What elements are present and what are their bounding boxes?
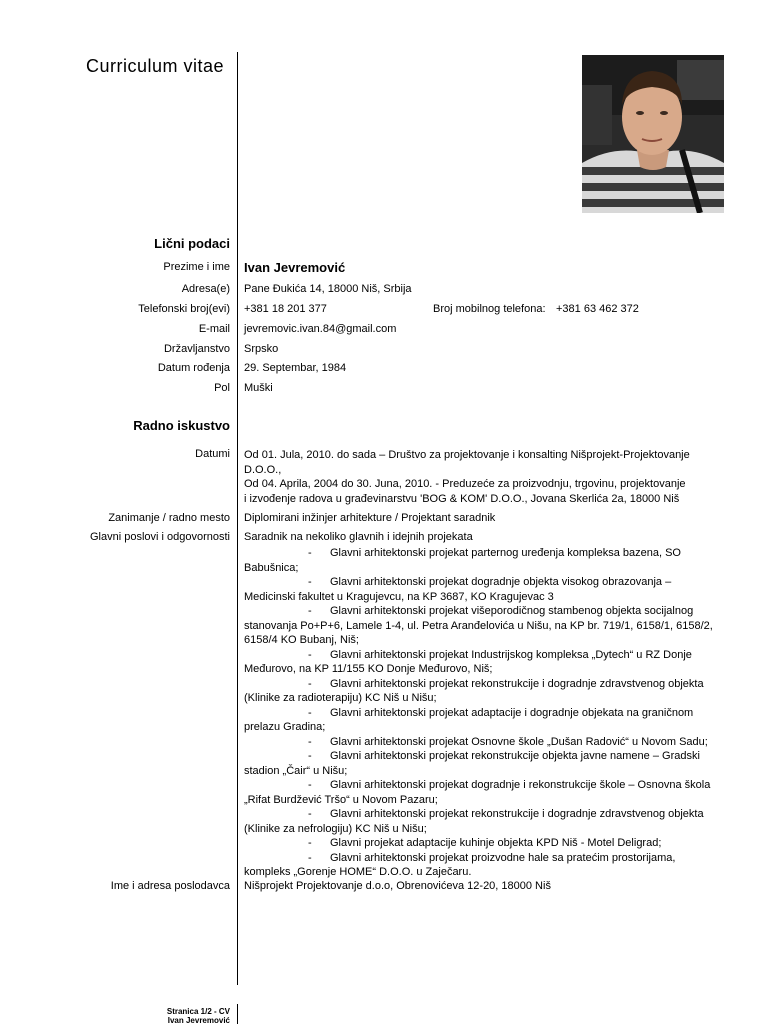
section-heading-personal: Lični podaci bbox=[154, 236, 230, 251]
label-gender: Pol bbox=[214, 382, 230, 394]
list-item: - Glavni arhitektonski projekat rekonstrukcije i dogradnje zdravstvenog objekta (Klinike za nefrologiju) KC Niš u Nišu; bbox=[244, 808, 704, 835]
value-phone: +381 18 201 377 bbox=[244, 303, 327, 315]
dash-icon: - bbox=[308, 677, 312, 690]
value-gender: Muški bbox=[244, 382, 273, 394]
value-occupation: Diplomirani inžinjer arhitekture / Projektant saradnik bbox=[244, 512, 496, 524]
list-item: - Glavni arhitektonski projekat rekonstrukcije i dogradnje zdravstvenog objekta (Klinike za radioterapiju) KC Niš u Nišu; bbox=[244, 677, 704, 704]
list-item: - Glavni arhitektonski projekat rekonstrukcije objekta javne namene – Gradski stadion „Čair“ u Nišu; bbox=[244, 750, 700, 777]
value-mobile: +381 63 462 372 bbox=[556, 303, 639, 315]
footer-divider bbox=[237, 1004, 238, 1024]
dash-icon: - bbox=[308, 706, 312, 719]
dash-icon: - bbox=[308, 779, 312, 791]
footer-page: Stranica 1/2 - CV bbox=[166, 1007, 230, 1016]
value-name: Ivan Jevremović bbox=[244, 260, 346, 275]
value-dates bbox=[244, 448, 690, 506]
dash-icon: - bbox=[308, 605, 312, 617]
dash-icon: - bbox=[308, 808, 312, 820]
dates-line: D.O.O., bbox=[244, 463, 282, 476]
label-occupation: Zanimanje / radno mesto bbox=[108, 512, 230, 524]
list-item: - Glavni arhitektonski projekat Osnovne škole „Dušan Radović“ u Novom Sadu; bbox=[308, 735, 708, 748]
dash-icon: - bbox=[308, 547, 312, 559]
dash-icon: - bbox=[308, 851, 312, 864]
portrait-photo bbox=[582, 55, 724, 213]
value-citizenship: Srpsko bbox=[244, 343, 279, 355]
list-item: - Glavni projekat adaptacije kuhinje objekta KPD Niš - Motel Deligrad; bbox=[308, 837, 662, 849]
duties-list bbox=[244, 546, 724, 880]
dates-line: Od 04. Aprila, 2004 do 30. Juna, 2010. - Preduzeće za proizvodnju, trgovinu, projektovanje bbox=[244, 478, 686, 490]
list-item: - Glavni arhitektonski projekat proizvodne hale sa pratećim prostorijama, kompleks „Gorenje HOME“ D.O.O. u Zaječaru. bbox=[244, 851, 676, 878]
list-item: - Glavni arhitektonski projekat višeporodičnog stambenog objekta socijalnog stanovanja Po+P+6, Lamele 1-4, ul. Petra Aranđelovića u Nišu, na KP br. 719/1, 6158/1, 6158/2, 6158/4 KO Bubanj, Niš; bbox=[244, 605, 713, 646]
label-dates: Datumi bbox=[195, 448, 230, 460]
dates-line: Od 01. Jula, 2010. do sada – Društvo za projektovanje i konsalting Nišprojekt-Projektovanje bbox=[244, 449, 690, 461]
footer-name: Ivan Jevremović bbox=[167, 1016, 230, 1025]
list-item: - Glavni arhitektonski projekat adaptacije i dogradnje objekata na graničnom prelazu Gradina; bbox=[244, 706, 694, 733]
label-address: Adresa(e) bbox=[181, 283, 230, 295]
column-divider bbox=[237, 52, 238, 985]
label-duties: Glavni poslovi i odgovornosti bbox=[89, 531, 230, 543]
dash-icon: - bbox=[308, 837, 312, 849]
label-citizenship: Državljanstvo bbox=[163, 343, 230, 355]
label-dob: Datum rođenja bbox=[157, 362, 230, 374]
document-title: Curriculum vitae bbox=[86, 56, 225, 76]
dash-icon: - bbox=[308, 576, 312, 588]
list-item: - Glavni arhitektonski projekat Industrijskog kompleksa „Dytech“ u RZ Donje Međurovo, na KP 11/155 KO Donje Međurovo, Niš; bbox=[244, 648, 692, 675]
list-item: - Glavni arhitektonski projekat parternog uređenja kompleksa bazena, SO Babušnica; bbox=[244, 547, 681, 574]
label-phone: Telefonski broj(evi) bbox=[138, 303, 230, 315]
value-duties-intro: Saradnik na nekoliko glavnih i idejnih projekata bbox=[244, 531, 473, 543]
value-dob: 29. Septembar, 1984 bbox=[244, 362, 347, 374]
label-mobile: Broj mobilnog telefona: bbox=[433, 303, 546, 315]
dash-icon: - bbox=[308, 648, 312, 661]
list-item: - Glavni arhitektonski projekat dogradnje i rekonstrukcije škole – Osnovna škola „Rifat Burdžević Tršo“ u Novom Pazaru; bbox=[244, 779, 711, 806]
label-name: Prezime i ime bbox=[163, 261, 230, 273]
label-employer: Ime i adresa poslodavca bbox=[110, 880, 230, 892]
page-footer bbox=[167, 1007, 230, 1025]
list-item: - Glavni arhitektonski projekat dogradnje objekta visokog obrazovanja – Medicinski fakultet u Kragujevcu, na KP 3687, KO Kragujevac 3 bbox=[244, 576, 672, 603]
label-email: E-mail bbox=[198, 323, 230, 335]
section-heading-work: Radno iskustvo bbox=[133, 418, 230, 433]
value-address: Pane Đukića 14, 18000 Niš, Srbija bbox=[244, 283, 412, 295]
value-email[interactable]: jevremovic.ivan.84@gmail.com bbox=[244, 323, 397, 335]
dash-icon: - bbox=[308, 750, 312, 762]
dates-line: i izvođenje radova u građevinarstvu 'BOG & KOM' D.O.O., Jovana Skerlića 2a, 18000 Niš bbox=[244, 492, 680, 505]
value-employer: Nišprojekt Projektovanje d.o.o, Obrenovićeva 12-20, 18000 Niš bbox=[244, 880, 551, 892]
dash-icon: - bbox=[308, 735, 312, 748]
